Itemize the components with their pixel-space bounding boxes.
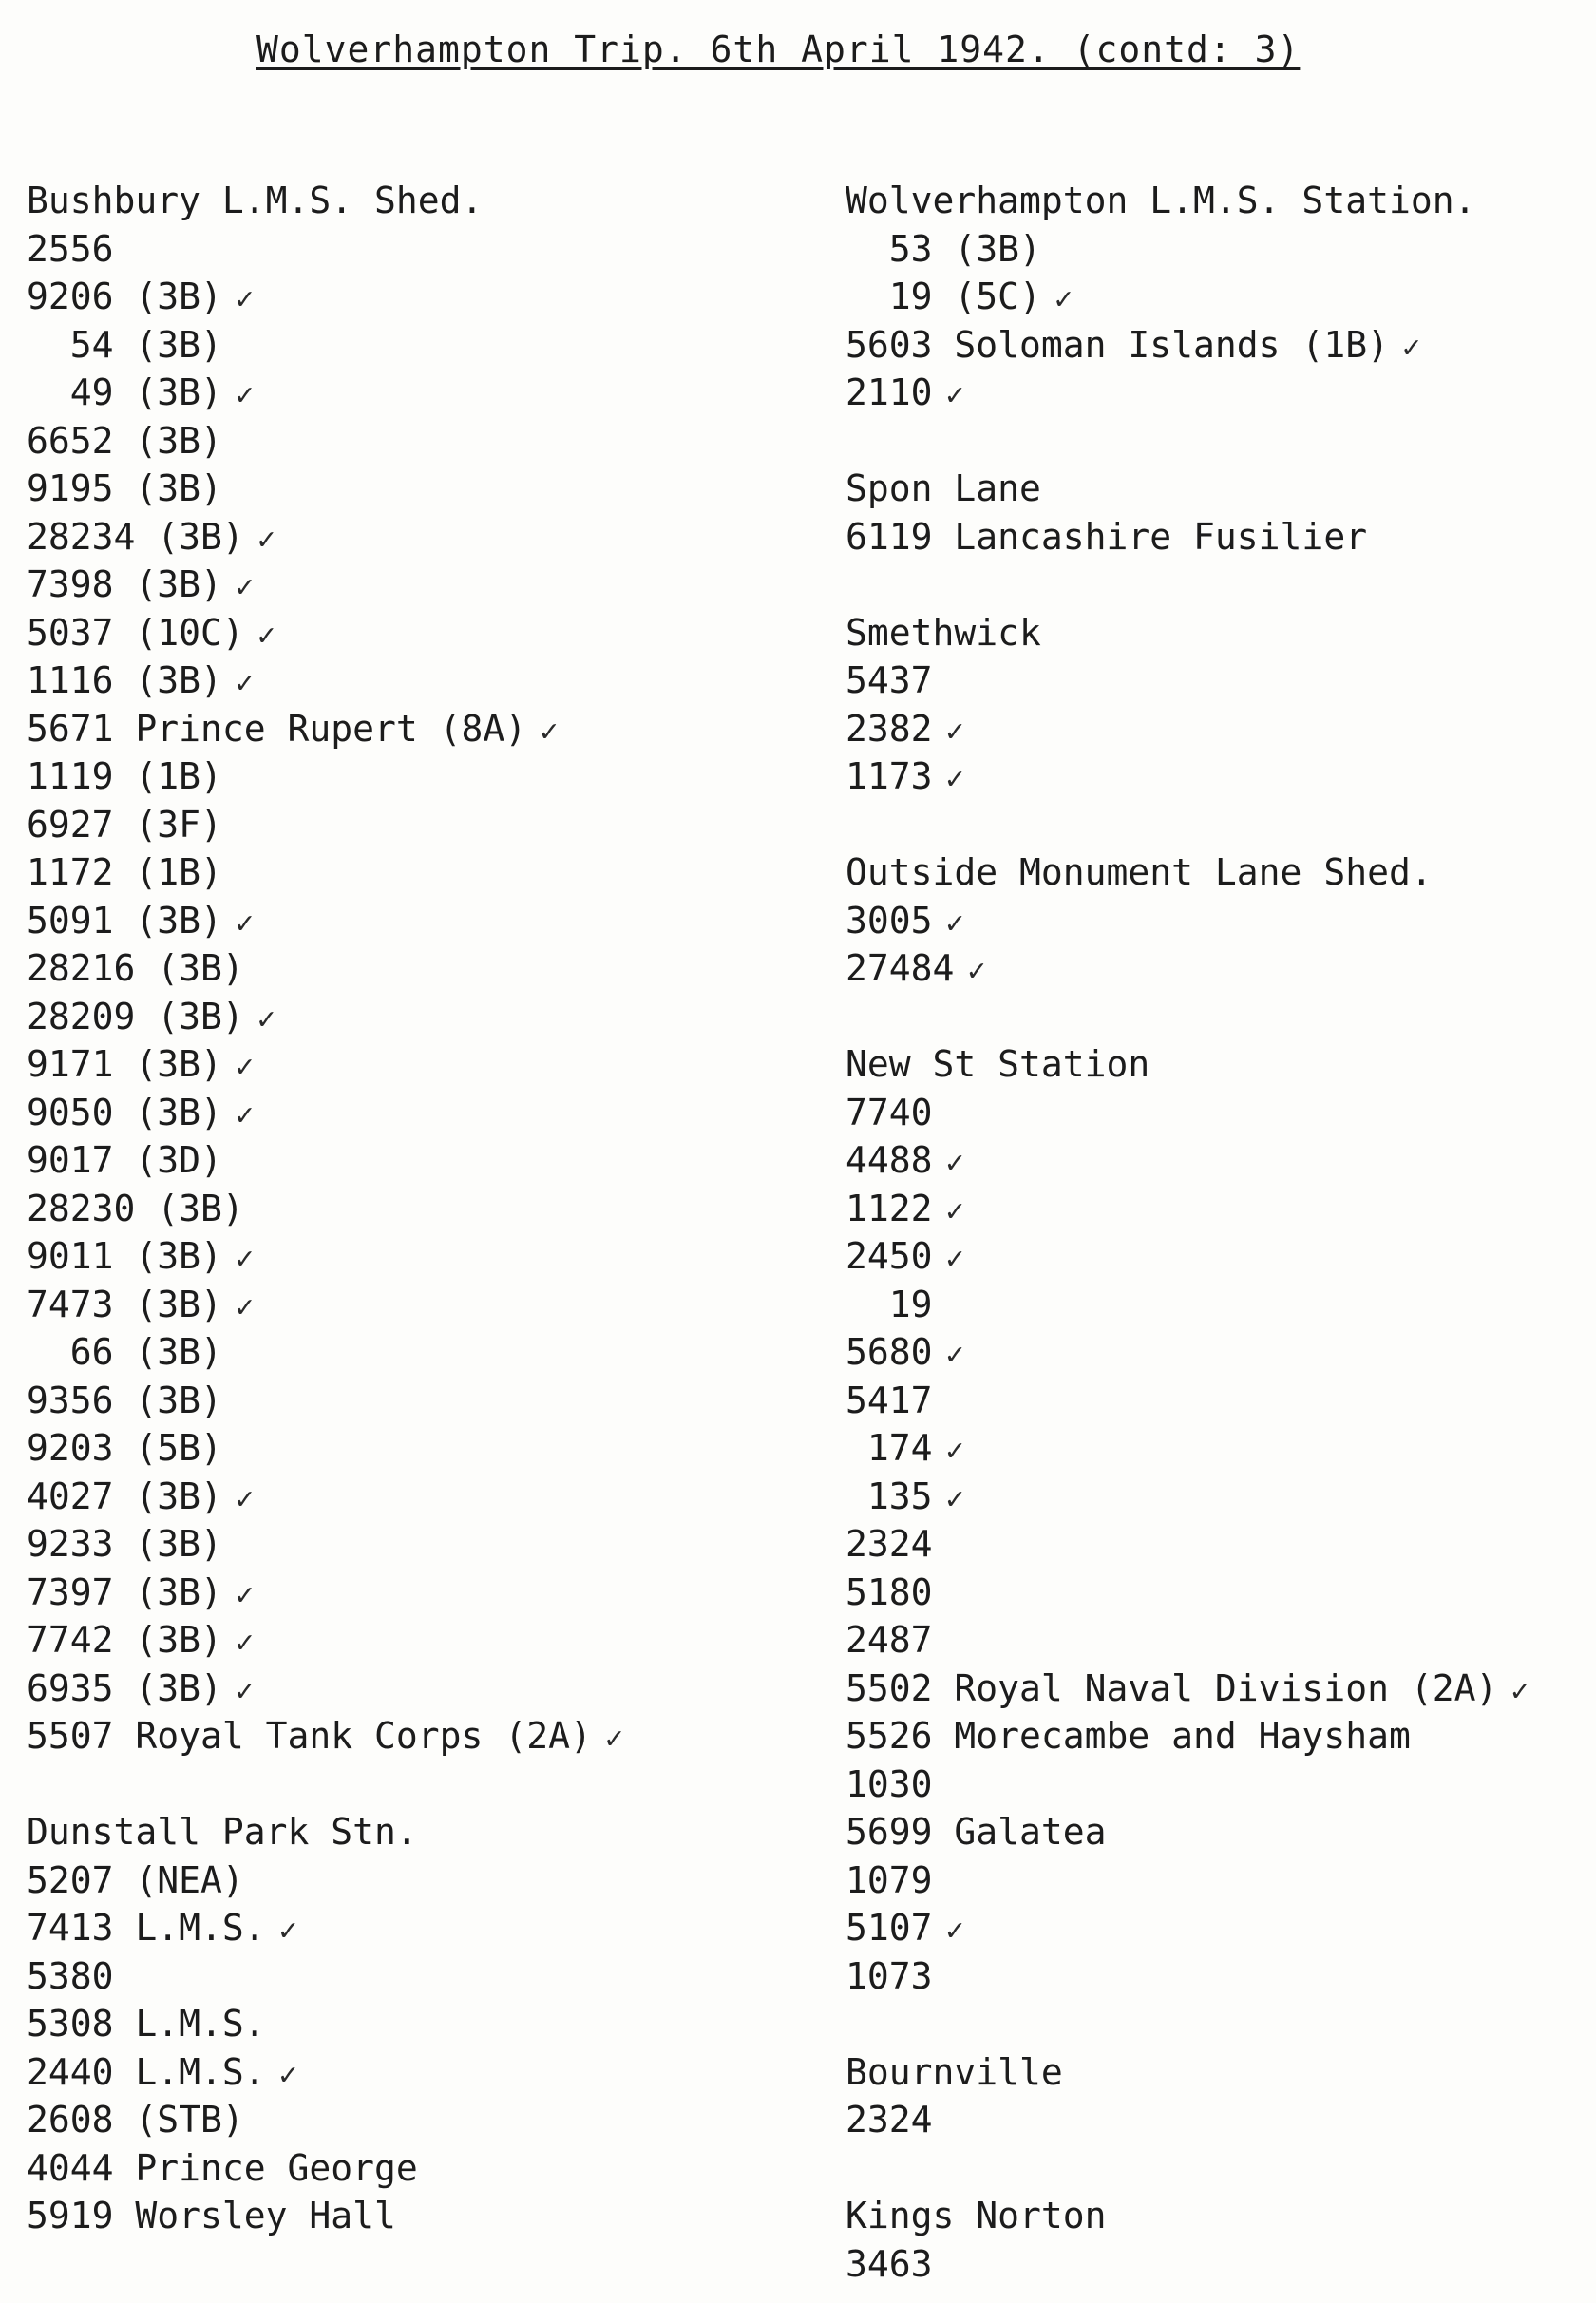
locomotive-number: 5526 Morecambe and Haysham xyxy=(846,1715,1411,1757)
locomotive-number: 9233 (3B) xyxy=(27,1523,222,1565)
locomotive-number: 5380 xyxy=(27,1954,114,1997)
checkmark-icon: ✓ xyxy=(945,1912,964,1948)
checkmark-icon: ✓ xyxy=(235,1240,255,1276)
locomotive-number: 4044 Prince George xyxy=(27,2146,418,2189)
checkmark-icon: ✓ xyxy=(945,1479,964,1516)
locomotive-number: 5437 xyxy=(846,659,933,701)
locomotive-entry xyxy=(846,1856,1586,1905)
location-section xyxy=(27,177,825,1761)
locomotive-number: 5180 xyxy=(846,1570,933,1613)
locomotive-entry xyxy=(27,657,825,705)
locomotive-number: 53 (3B) xyxy=(846,227,1041,270)
locomotive-number: 1172 (1B) xyxy=(27,851,222,893)
locomotive-number: 2110 xyxy=(846,371,933,413)
location-section xyxy=(846,2048,1586,2144)
checkmark-icon: ✓ xyxy=(235,1624,255,1660)
locomotive-number: 174 xyxy=(846,1427,933,1469)
locomotive-entry xyxy=(846,1616,1586,1665)
locomotive-number: 27484 xyxy=(846,947,955,989)
checkmark-icon: ✓ xyxy=(604,1720,624,1756)
locomotive-entry xyxy=(27,1616,825,1665)
locomotive-number: 3005 xyxy=(846,899,933,942)
locomotive-number: 9203 (5B) xyxy=(27,1427,222,1469)
locomotive-number: 1119 (1B) xyxy=(27,755,222,797)
locomotive-entry xyxy=(846,1089,1586,1137)
page-title: Wolverhampton Trip. 6th April 1942. (contd: 3) xyxy=(256,29,1301,70)
locomotive-entry xyxy=(27,752,825,801)
locomotive-number: 7413 L.M.S. xyxy=(27,1907,266,1949)
section-heading: Bournville xyxy=(846,2050,1063,2093)
section-heading: Outside Monument Lane Shed. xyxy=(846,851,1433,893)
locomotive-entry xyxy=(27,2144,825,2193)
checkmark-icon: ✓ xyxy=(945,1336,964,1372)
locomotive-entry xyxy=(27,1904,825,1952)
locomotive-entry xyxy=(27,2000,825,2048)
location-section xyxy=(846,609,1586,801)
checkmark-icon: ✓ xyxy=(1510,1671,1530,1708)
locomotive-entry xyxy=(846,1665,1586,1713)
locomotive-number: 5091 (3B) xyxy=(27,899,222,942)
checkmark-icon: ✓ xyxy=(235,1048,255,1084)
locomotive-number: 6927 (3F) xyxy=(27,803,222,846)
locomotive-number: 1073 xyxy=(846,1954,933,1997)
locomotive-entry xyxy=(27,417,825,466)
locomotive-number: 7740 xyxy=(846,1091,933,1133)
location-section xyxy=(846,1040,1586,2000)
locomotive-entry xyxy=(846,1761,1586,1809)
locomotive-entry xyxy=(27,2048,825,2097)
locomotive-entry xyxy=(27,321,825,370)
locomotive-number: 5680 xyxy=(846,1331,933,1373)
locomotive-number: 9017 (3D) xyxy=(27,1139,222,1181)
locomotive-number: 2324 xyxy=(846,2099,933,2141)
locomotive-entry xyxy=(846,2096,1586,2144)
locomotive-number: 1116 (3B) xyxy=(27,659,222,701)
locomotive-number: 5417 xyxy=(846,1379,933,1421)
checkmark-icon: ✓ xyxy=(945,760,964,796)
checkmark-icon: ✓ xyxy=(256,999,276,1037)
locomotive-number: 2556 xyxy=(27,227,114,270)
locomotive-number: 9050 (3B) xyxy=(27,1091,222,1133)
checkmark-icon: ✓ xyxy=(1054,280,1074,316)
locomotive-number: 28234 (3B) xyxy=(27,515,244,558)
locomotive-entry xyxy=(27,2192,825,2240)
locomotive-entry xyxy=(846,1377,1586,1425)
locomotive-entry xyxy=(27,1185,825,1233)
locomotive-entry xyxy=(846,1569,1586,1617)
section-heading: Spon Lane xyxy=(846,467,1041,509)
locomotive-number: 7742 (3B) xyxy=(27,1619,222,1661)
locomotive-number: 1173 xyxy=(846,755,933,797)
locomotive-number: 5107 xyxy=(846,1907,933,1949)
locomotive-number: 5671 Prince Rupert (8A) xyxy=(27,707,527,750)
locomotive-entry xyxy=(846,513,1586,561)
locomotive-entry xyxy=(27,944,825,993)
section-heading: Smethwick xyxy=(846,611,1041,654)
checkmark-icon: ✓ xyxy=(235,1095,255,1132)
locomotive-entry xyxy=(27,273,825,321)
checkmark-icon: ✓ xyxy=(278,2055,297,2092)
locomotive-number: 54 (3B) xyxy=(27,323,222,366)
locomotive-entry xyxy=(27,1281,825,1329)
checkmark-icon: ✓ xyxy=(278,1912,297,1948)
checkmark-icon: ✓ xyxy=(235,568,255,604)
locomotive-number: 1122 xyxy=(846,1187,933,1229)
locomotive-number: 66 (3B) xyxy=(27,1331,222,1373)
locomotive-number: 2382 xyxy=(846,707,933,750)
checkmark-icon: ✓ xyxy=(235,1287,255,1324)
locomotive-entry xyxy=(846,1520,1586,1569)
checkmark-icon: ✓ xyxy=(945,1240,964,1276)
locomotive-number: 2487 xyxy=(846,1619,933,1661)
locomotive-number: 5207 (NEA) xyxy=(27,1858,244,1901)
locomotive-entry xyxy=(27,609,825,657)
locomotive-entry xyxy=(846,225,1586,274)
locomotive-entry xyxy=(27,465,825,513)
locomotive-entry xyxy=(27,369,825,417)
locomotive-number: 2608 (STB) xyxy=(27,2099,244,2141)
locomotive-number: 2450 xyxy=(846,1235,933,1277)
section-heading: Dunstall Park Stn. xyxy=(27,1811,418,1853)
locomotive-number: 3463 xyxy=(846,2242,933,2285)
locomotive-number: 19 xyxy=(846,1283,933,1325)
locomotive-entry xyxy=(846,2240,1586,2289)
locomotive-entry xyxy=(27,1473,825,1521)
checkmark-icon: ✓ xyxy=(235,1671,255,1708)
locomotive-number: 2440 L.M.S. xyxy=(27,2050,266,2093)
locomotive-entry xyxy=(27,705,825,753)
right-column xyxy=(846,177,1586,2288)
locomotive-number: 4488 xyxy=(846,1139,933,1181)
locomotive-number: 6652 (3B) xyxy=(27,419,222,462)
locomotive-entry xyxy=(27,225,825,274)
locomotive-entry xyxy=(27,993,825,1041)
locomotive-entry xyxy=(27,561,825,609)
locomotive-entry xyxy=(846,1473,1586,1521)
locomotive-entry xyxy=(846,897,1586,945)
checkmark-icon: ✓ xyxy=(235,1479,255,1516)
locomotive-entry xyxy=(846,369,1586,417)
locomotive-number: 5699 Galatea xyxy=(846,1811,1107,1853)
locomotive-entry xyxy=(27,1328,825,1377)
locomotive-number: 28230 (3B) xyxy=(27,1187,244,1229)
locomotive-entry xyxy=(27,1569,825,1617)
checkmark-icon: ✓ xyxy=(235,280,255,316)
locomotive-entry xyxy=(27,848,825,897)
locomotive-number: 49 (3B) xyxy=(27,371,222,413)
locomotive-number: 19 (5C) xyxy=(846,276,1041,317)
locomotive-entry xyxy=(27,2096,825,2144)
locomotive-number: 1030 xyxy=(846,1762,933,1805)
location-section xyxy=(27,1808,825,2240)
locomotive-entry xyxy=(846,1328,1586,1377)
locomotive-entry xyxy=(27,1136,825,1185)
locomotive-entry xyxy=(846,1952,1586,2001)
section-heading: Kings Norton xyxy=(846,2195,1107,2236)
locomotive-entry xyxy=(846,321,1586,370)
locomotive-number: 1079 xyxy=(846,1858,933,1901)
section-heading: Bushbury L.M.S. Shed. xyxy=(27,180,484,221)
section-heading: New St Station xyxy=(846,1043,1150,1085)
locomotive-number: 9195 (3B) xyxy=(27,467,222,509)
location-section xyxy=(846,2192,1586,2288)
locomotive-entry xyxy=(846,1424,1586,1473)
locomotive-entry xyxy=(846,1712,1586,1761)
locomotive-number: 5502 Royal Naval Division (2A) xyxy=(846,1666,1498,1709)
locomotive-number: 5603 Soloman Islands (1B) xyxy=(846,323,1389,366)
checkmark-icon: ✓ xyxy=(235,376,255,412)
locomotive-entry xyxy=(27,1856,825,1905)
checkmark-icon: ✓ xyxy=(945,1432,964,1468)
locomotive-number: 7473 (3B) xyxy=(27,1283,222,1325)
locomotive-number: 135 xyxy=(846,1475,933,1517)
locomotive-number: 7397 (3B) xyxy=(27,1570,222,1613)
locomotive-number: 5037 (10C) xyxy=(27,611,244,654)
checkmark-icon: ✓ xyxy=(235,664,255,700)
checkmark-icon: ✓ xyxy=(256,616,276,653)
locomotive-entry xyxy=(27,513,825,561)
locomotive-number: 9206 (3B) xyxy=(27,276,222,317)
locomotive-entry xyxy=(846,752,1586,801)
locomotive-entry xyxy=(27,897,825,945)
locomotive-number: 9356 (3B) xyxy=(27,1379,222,1421)
locomotive-entry xyxy=(27,1232,825,1281)
location-section xyxy=(846,465,1586,561)
locomotive-number: 28209 (3B) xyxy=(27,995,244,1037)
checkmark-icon: ✓ xyxy=(540,712,559,749)
locomotive-entry xyxy=(846,1136,1586,1185)
locomotive-number: 7398 (3B) xyxy=(27,563,222,605)
locomotive-entry xyxy=(27,1665,825,1713)
locomotive-number: 5308 L.M.S. xyxy=(27,2003,266,2045)
checkmark-icon: ✓ xyxy=(945,376,964,412)
checkmark-icon: ✓ xyxy=(945,904,964,941)
locomotive-entry xyxy=(27,1040,825,1089)
locomotive-entry xyxy=(846,273,1586,321)
locomotive-entry xyxy=(846,1232,1586,1281)
locomotive-number: 9011 (3B) xyxy=(27,1235,222,1277)
checkmark-icon: ✓ xyxy=(235,1575,255,1612)
locomotive-entry xyxy=(27,1089,825,1137)
locomotive-entry xyxy=(27,1712,825,1761)
checkmark-icon: ✓ xyxy=(256,520,276,557)
locomotive-entry xyxy=(27,1377,825,1425)
checkmark-icon: ✓ xyxy=(945,1191,964,1228)
checkmark-icon: ✓ xyxy=(235,904,255,941)
left-column xyxy=(27,177,825,2240)
locomotive-number: 9171 (3B) xyxy=(27,1043,222,1085)
checkmark-icon: ✓ xyxy=(945,1144,964,1180)
locomotive-entry xyxy=(27,801,825,849)
locomotive-entry xyxy=(27,1424,825,1473)
locomotive-entry xyxy=(846,1185,1586,1233)
locomotive-number: 5507 Royal Tank Corps (2A) xyxy=(27,1715,592,1757)
locomotive-entry xyxy=(846,657,1586,705)
locomotive-entry xyxy=(846,1281,1586,1329)
locomotive-entry xyxy=(27,1520,825,1569)
locomotive-entry xyxy=(846,944,1586,993)
checkmark-icon: ✓ xyxy=(967,952,986,988)
location-section xyxy=(846,848,1586,993)
locomotive-number: 6935 (3B) xyxy=(27,1666,222,1709)
locomotive-entry xyxy=(846,1904,1586,1952)
locomotive-number: 28216 (3B) xyxy=(27,947,244,989)
section-heading: Wolverhampton L.M.S. Station. xyxy=(846,180,1476,221)
locomotive-number: 6119 Lancashire Fusilier xyxy=(846,515,1368,558)
locomotive-number: 2324 xyxy=(846,1523,933,1565)
locomotive-entry xyxy=(846,705,1586,753)
location-section xyxy=(846,177,1586,417)
checkmark-icon: ✓ xyxy=(1401,328,1421,365)
locomotive-number: 4027 (3B) xyxy=(27,1475,222,1517)
locomotive-entry xyxy=(27,1952,825,2001)
checkmark-icon: ✓ xyxy=(945,712,964,749)
locomotive-number: 5919 Worsley Hall xyxy=(27,2195,396,2236)
locomotive-entry xyxy=(846,1808,1586,1856)
